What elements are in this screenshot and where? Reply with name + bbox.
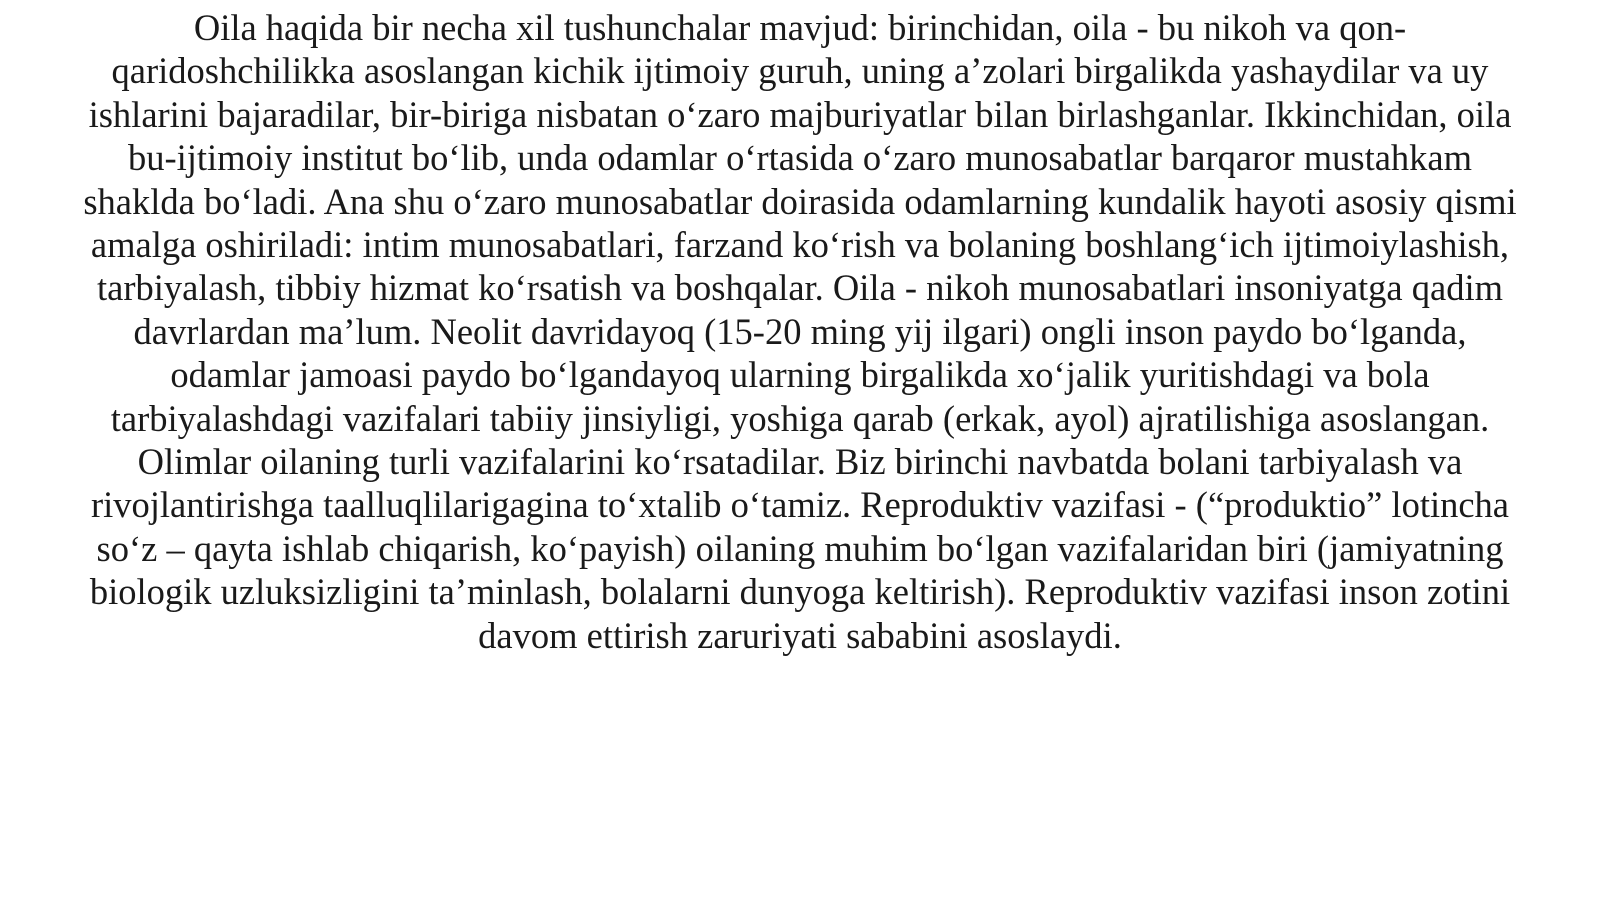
text-line: odamlar jamoasi paydo bo‘lgandayoq ularning birgalikda xo‘jalik yuritishdagi va bola (170, 354, 1430, 396)
text-line: so‘z – qayta ishlab chiqarish, ko‘payish) oilaning muhim bo‘lgan vazifalaridan biri (jamiyatning (96, 527, 1504, 569)
text-line: amalga oshiriladi: intim munosabatlari, farzand ko‘rish va bolaning boshlang‘ich ijtimoiylashish, (90, 224, 1510, 266)
text-line: rivojlantirishga taalluqlilarigagina to‘xtalib o‘tamiz. Reproduktiv vazifasi - (“produktio” lotincha (90, 484, 1509, 526)
text-line: tarbiyalashdagi vazifalari tabiiy jinsiyligi, yoshiga qarab (erkak, ayol) ajratilishiga asoslangan. (110, 397, 1490, 439)
text-line: biologik uzluksizligini ta’minlash, bolalarni dunyoga keltirish). Reproduktiv vazifasi inson zotini (89, 571, 1511, 613)
text-line: bu-ijtimoiy institut bo‘lib, unda odamlar o‘rtasida o‘zaro munosabatlar barqaror mustahkam (127, 137, 1473, 179)
text-line: tarbiyalash, tibbiy hizmat ko‘rsatish va boshqalar. Oila - nikoh munosabatlari insoniyatga qadim (97, 267, 1503, 309)
text-line: Olimlar oilaning turli vazifalarini ko‘rsatadilar. Biz birinchi navbatda bolani tarbiyalash va (137, 441, 1463, 483)
slide-body-text (10, 6, 1590, 657)
text-line: davrlardan ma’lum. Neolit davridayoq (15-20 ming yij ilgari) ongli inson paydo bo‘lganda, (133, 310, 1467, 352)
text-line: ishlarini bajaradilar, bir-biriga nisbatan o‘zaro majburiyatlar bilan birlashganlar. Ikkinchidan, oila (88, 93, 1512, 135)
text-line: davom ettirish zaruriyati sababini asoslaydi. (478, 614, 1122, 656)
text-line: Oila haqida bir necha xil tushunchalar mavjud: birinchidan, oila - bu nikoh va qon- (193, 7, 1407, 48)
text-line: shaklda bo‘ladi. Ana shu o‘zaro munosabatlar doirasida odamlarning kundalik hayoti asosiy qismi (83, 180, 1517, 222)
text-line: qaridoshchilikka asoslangan kichik ijtimoiy guruh, uning a’zolari birgalikda yashaydilar va uy (111, 50, 1489, 92)
